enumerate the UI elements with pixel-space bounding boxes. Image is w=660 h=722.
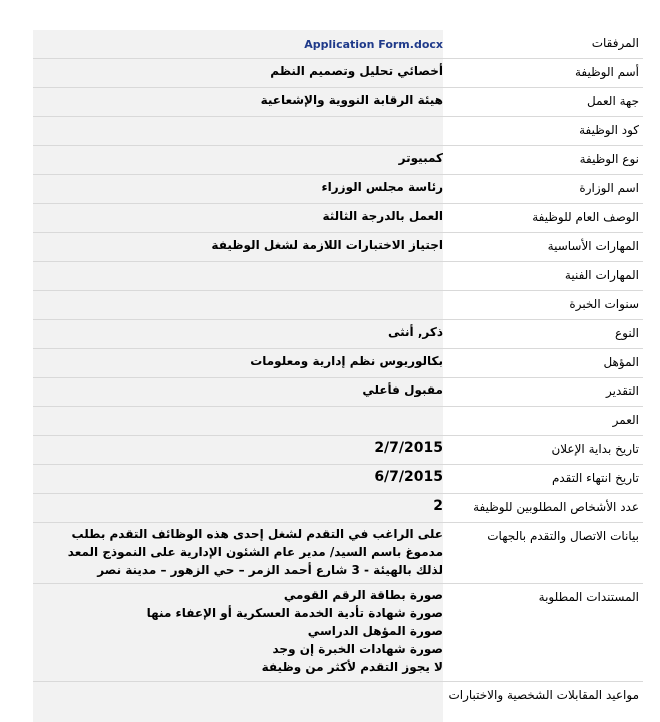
value-job-type: كمبيوتر	[33, 146, 443, 174]
value-documents	[33, 584, 443, 681]
value-description: العمل بالدرجة الثالثة	[33, 204, 443, 232]
label-interviews: مواعيد المقابلات الشخصية والاختبارات	[443, 682, 643, 722]
row-documents	[33, 584, 643, 682]
label-start-date: تاريخ بداية الإعلان	[443, 436, 643, 464]
value-gender: ذكر, أنثى	[33, 320, 443, 348]
row-contact	[33, 523, 643, 584]
value-technical-skills	[33, 262, 443, 290]
row-experience	[33, 291, 643, 320]
row-ministry	[33, 175, 643, 204]
label-job-code: كود الوظيفة	[443, 117, 643, 145]
value-job-title: أخصائي تحليل وتصميم النظم	[33, 59, 443, 87]
row-end-date	[33, 465, 643, 494]
value-end-date: 6/7/2015	[33, 465, 443, 493]
value-ministry: رئاسة مجلس الوزراء	[33, 175, 443, 203]
value-basic-skills: اجتياز الاختبارات اللازمة لشغل الوظيفة	[33, 233, 443, 261]
row-qualification	[33, 349, 643, 378]
label-gender: النوع	[443, 320, 643, 348]
document-item: صورة شهادة تأدية الخدمة العسكرية أو الإعفاء منها	[146, 606, 443, 620]
label-job-type: نوع الوظيفة	[443, 146, 643, 174]
row-employer	[33, 88, 643, 117]
label-qualification: المؤهل	[443, 349, 643, 377]
value-job-code	[33, 117, 443, 145]
document-item: صورة المؤهل الدراسي	[307, 624, 443, 638]
value-positions-count: 2	[33, 494, 443, 522]
value-grade: مقبول فأعلي	[33, 378, 443, 406]
value-contact: على الراغب في التقدم لشغل إحدى هذه الوظائف التقدم بطلب مدموغ باسم السيد/ مدير عام الشئون الإدارية على النموذج المعد لذلك بالهيئة - 3 شارع أحمد الزمر – حي الزهور – مدينة نصر	[33, 523, 443, 583]
row-job-title	[33, 59, 643, 88]
document-item: لا يجوز التقدم لأكثر من وظيفة	[261, 660, 443, 674]
row-technical-skills	[33, 262, 643, 291]
label-documents: المستندات المطلوبة	[443, 584, 643, 681]
label-attachments: المرفقات	[443, 30, 643, 58]
job-details-table	[33, 30, 643, 722]
label-basic-skills: المهارات الأساسية	[443, 233, 643, 261]
row-positions-count	[33, 494, 643, 523]
label-description: الوصف العام للوظيفة	[443, 204, 643, 232]
label-employer: جهة العمل	[443, 88, 643, 116]
label-grade: التقدير	[443, 378, 643, 406]
document-item: صورة بطاقة الرقم القومي	[283, 588, 443, 602]
label-job-title: أسم الوظيفة	[443, 59, 643, 87]
row-attachments	[33, 30, 643, 59]
label-positions-count: عدد الأشخاص المطلوبين للوظيفة	[443, 494, 643, 522]
label-experience: سنوات الخبرة	[443, 291, 643, 319]
value-employer: هيئة الرقابة النووية والإشعاعية	[33, 88, 443, 116]
label-end-date: تاريخ انتهاء التقدم	[443, 465, 643, 493]
document-item: صورة شهادات الخبرة إن وجد	[272, 642, 443, 656]
row-grade	[33, 378, 643, 407]
label-technical-skills: المهارات الفنية	[443, 262, 643, 290]
label-ministry: اسم الوزارة	[443, 175, 643, 203]
row-gender	[33, 320, 643, 349]
value-qualification: بكالوريوس نظم إدارية ومعلومات	[33, 349, 443, 377]
row-job-type	[33, 146, 643, 175]
attachment-link[interactable]: Application Form.docx	[33, 30, 443, 58]
value-interviews	[33, 682, 443, 722]
row-age	[33, 407, 643, 436]
row-basic-skills	[33, 233, 643, 262]
value-age	[33, 407, 443, 435]
row-start-date	[33, 436, 643, 465]
label-age: العمر	[443, 407, 643, 435]
row-job-code	[33, 117, 643, 146]
value-experience	[33, 291, 443, 319]
value-start-date: 2/7/2015	[33, 436, 443, 464]
label-contact: بيانات الاتصال والتقدم بالجهات	[443, 523, 643, 583]
row-description	[33, 204, 643, 233]
row-interviews	[33, 682, 643, 722]
